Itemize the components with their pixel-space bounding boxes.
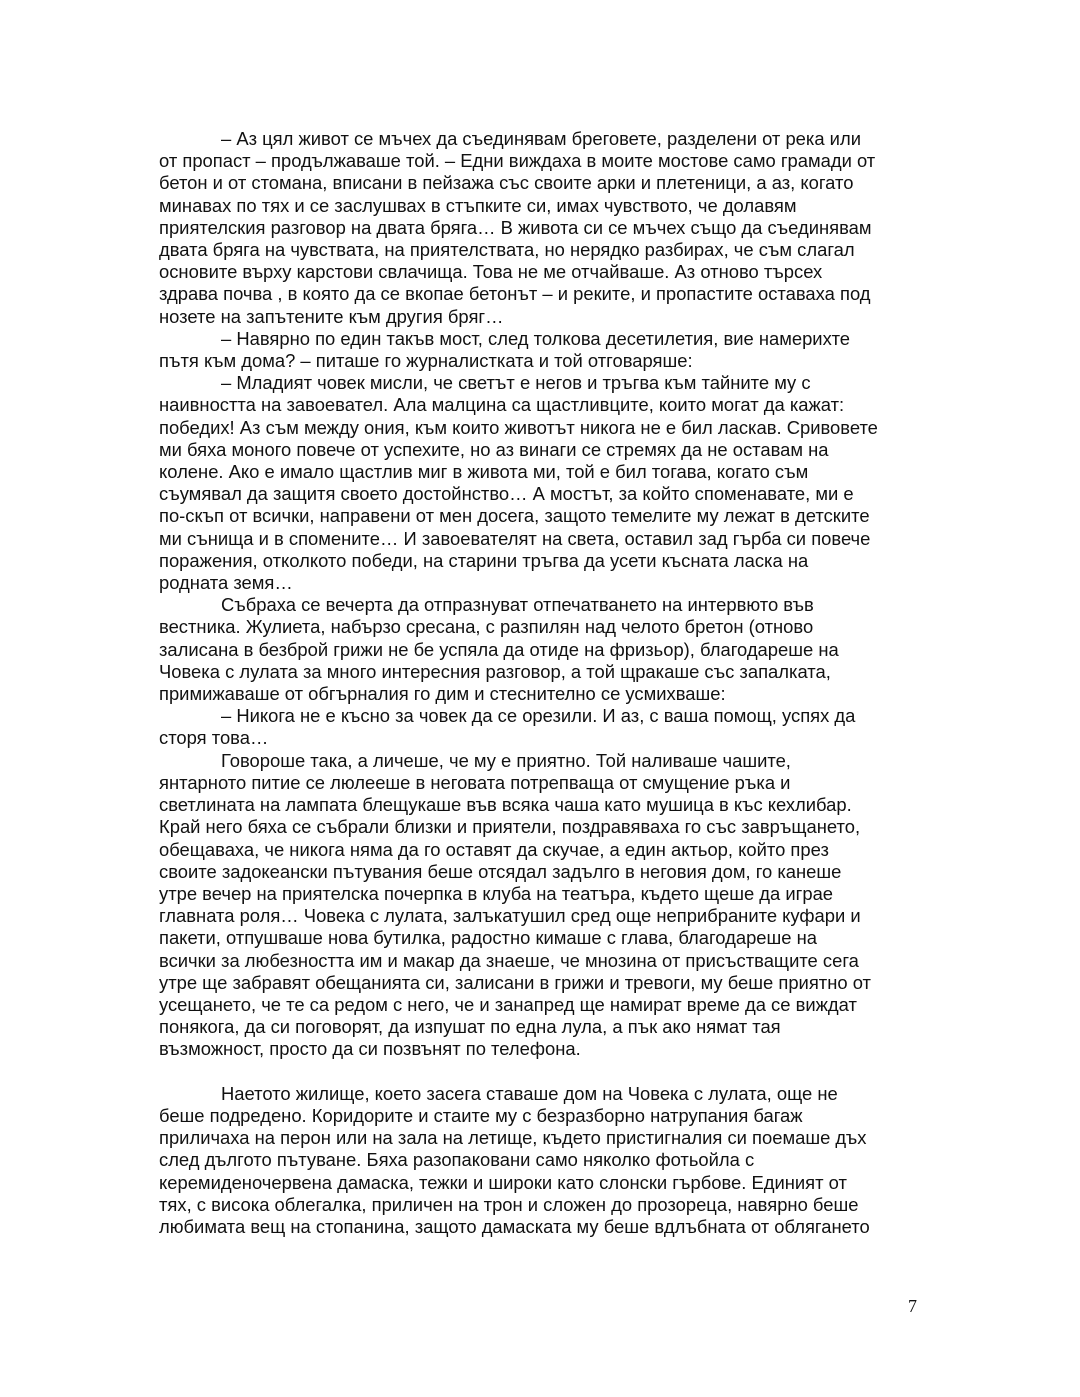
text-line: обещаваха, че никога няма да го оставят да скучае, а един актьор, който през: [159, 838, 829, 860]
text-line: любимата вещ на стопанина, защото дамаската му беше вдлъбната от облягането: [159, 1215, 870, 1237]
text-line: наивността на завоевател. Ала малцина са щастливците, които могат да кажат:: [159, 394, 845, 416]
text-line: пътя към дома? – питаше го журналистката и той отговаряше:: [159, 350, 693, 372]
text-line: утре вечер на приятелска почерпка в клуба на театъра, където щеше да играе: [159, 882, 834, 904]
text-line: вестника. Жулиета, набързо сресана, с разпилян над челото бретон (отново: [159, 616, 814, 638]
text-line: понякога, да си поговорят, да изпушат по една лула, а пък ако нямат тая: [159, 1016, 781, 1038]
text-line: съумявал да защитя своето достойнство… А мостът, за който споменавате, ми е: [159, 483, 854, 505]
paragraph-first-line: – Аз цял живот се мъчех да съединявам бреговете, разделени от река или: [221, 128, 861, 149]
text-line: основите върху карстови свлачища. Това не ме отчайваше. Аз отново търсех: [159, 261, 823, 283]
paragraph-first-line: – Навярно по един такъв мост, след толкова десетилетия, вие намерихте: [221, 327, 851, 349]
text-line: поражения, отколкото победи, на старини тръгва да усети късната ласка на: [159, 549, 809, 571]
paragraph: [159, 594, 939, 705]
text-line: тях, с висока облегалка, приличен на трон и сложен до прозореца, навярно беше: [159, 1193, 859, 1215]
text-line: ми сънища и в спомените… И завоевателят на света, оставил зад гърба си повече: [159, 527, 871, 549]
text-line: приятелския разговор на двата бряга… В живота си се мъчех също да съединявам: [159, 216, 872, 238]
text-line: минавах по тях и се заслушвах в стъпките си, имах чувството, че долавям: [159, 194, 797, 216]
document-body: [159, 128, 939, 1238]
paragraph: [159, 128, 939, 328]
text-line: всички за любезността им и макар да знаеше, че мнозина от присъстващите сега: [159, 949, 859, 971]
paragraph: [159, 372, 939, 594]
paragraph-first-line: – Никога не е късно за човек да се орезили. И аз, с ваша помощ, успях да: [221, 705, 856, 727]
text-line: керемиденочервена дамаска, тежки и широки като слонски гърбове. Единият от: [159, 1171, 847, 1193]
text-line: родната земя…: [159, 572, 293, 594]
text-line: по-скъп от всички, направени от мен досега, защото темелите му лежат в детските: [159, 505, 870, 527]
text-line: примижаваше от обгърналия го дим и стеснително се усмихваше:: [159, 683, 726, 705]
paragraph-first-line: Наетото жилище, което засега ставаше дом на Човека с лулата, още не: [221, 1082, 838, 1104]
text-line: след дългото пътуване. Бяха разопаковани само няколко фотьойла с: [159, 1149, 755, 1171]
text-line: сторя това…: [159, 727, 269, 749]
text-line: от пропаст – продължаваше той. – Едни виждаха в моите мостове само грамади от: [159, 150, 876, 172]
text-line: усещането, че те са редом с него, че и занапред ще намират време да се виждат: [159, 993, 857, 1015]
paragraph: [159, 705, 939, 749]
text-line: янтарното питие се люлееше в неговата потрепваща от смущение ръка и: [159, 771, 791, 793]
text-line: ми бяха моного повече от успехите, но аз винаги се стремях да не оставам на: [159, 438, 829, 460]
text-line: своите задокеански пътувания беше отсядал задълго в неговия дом, го канеше: [159, 860, 842, 882]
text-line: възможност, просто да си позвънят по телефона.: [159, 1038, 581, 1060]
text-line: пакети, отпушваше нова бутилка, радостно кимаше с глава, благодареше на: [159, 927, 818, 949]
text-line: беше подредено. Коридорите и стаите му с безразборно натрупания багаж: [159, 1104, 803, 1126]
text-line: главната роля… Човека с лулата, залъкатушил сред още неприбраните куфари и: [159, 905, 861, 927]
paragraph: [159, 328, 939, 372]
text-line: приличаха на перон или на зала на летище, където пристигналия си поемаше дъх: [159, 1127, 867, 1149]
paragraph-first-line: Говороше така, а личеше, че му е приятно. Той наливаше чашите,: [221, 749, 791, 771]
text-line: Човека с лулата за много интересния разговор, а той щракаше със запалката,: [159, 660, 831, 682]
text-line: нозете на запътените към другия бряг…: [159, 305, 504, 327]
text-line: бетон и от стомана, вписани в пейзажа със своите арки и плетеници, а аз, когато: [159, 172, 854, 194]
page-number: 7: [908, 1296, 917, 1316]
text-line: здрава почва , в която да се вкопае бетонът – и реките, и пропастите оставаха под: [159, 283, 871, 305]
text-line: залисана в безброй грижи не бе успяла да отиде на фризьор), благодареше на: [159, 638, 839, 660]
text-line: победих! Аз съм между ония, към които животът никога не е бил ласкав. Сривовете: [159, 416, 878, 438]
paragraph-first-line: – Младият човек мисли, че светът е негов и тръгва към тайните му с: [221, 372, 811, 394]
paragraph: [159, 750, 939, 1061]
text-line: светлината на лампата блещукаше във всяка чаша като мушица в къс кехлибар.: [159, 794, 852, 816]
text-line: колене. Ако е имало щастлив миг в живота ми, той е бил тогава, когато съм: [159, 461, 809, 483]
text-line: Край него бяха се събрали близки и приятели, поздравяваха го със завръщането,: [159, 816, 861, 838]
paragraph-gap: [159, 1061, 939, 1083]
paragraph: [159, 1083, 939, 1238]
text-line: утре ще забравят обещанията си, залисани в грижи и тревоги, му беше приятно от: [159, 971, 871, 993]
paragraph-first-line: Събраха се вечерта да отпразнуват отпечатването на интервюто във: [221, 594, 814, 616]
text-line: двата бряга на чувствата, на приятелствата, но нерядко разбирах, че съм слагал: [159, 239, 855, 261]
